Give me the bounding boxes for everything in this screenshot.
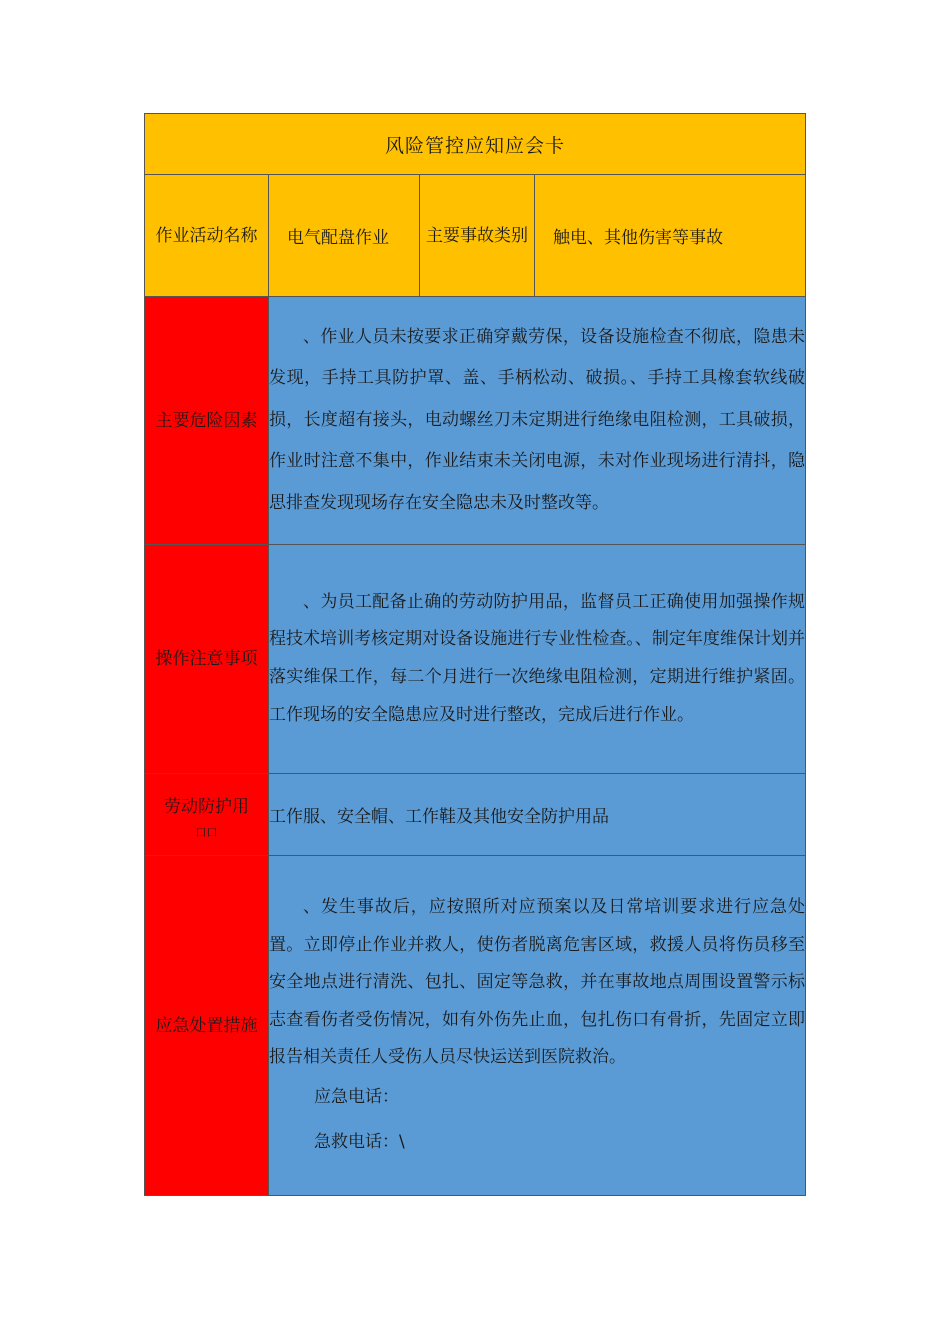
emergency-label: 应急处置措施 — [145, 856, 269, 1196]
rescue-phone: 急救电话：\ — [314, 1132, 405, 1153]
risk-control-card — [144, 113, 806, 1196]
ppe-text: 工作服、安全帽、工作鞋及其他安全防护用品 — [269, 774, 806, 856]
activity-value: 电气配盘作业 — [269, 175, 420, 297]
accident-label: 主要事故类别 — [420, 175, 535, 297]
hazard-text: 、作业人员未按要求正确穿戴劳保，设备设施检查不彻底，隐患未发现，手持工具防护罩、盖、手柄松动、破损。、手持工具橡套软线破损，长度超有接头，电动螺丝刀未定期进行绝缘电阻检测，工具破损，作业时注意不集中，作业结束未关闭电源，未对作业现场进行清抖，隐思排查发现现场存在安全隐忠未及时整改等。 — [269, 297, 806, 545]
ppe-label-main: 劳动防护用 — [164, 796, 249, 817]
ops-text: 、为员工配备止确的劳动防护用品，监督员工正确使用加强操作规程技术培训考核定期对设备设施进行专业性检查。、制定年度维保计划并落实维保工作，每二个月进行一次绝缘电阻检测，定期进行维护紧固。工作现场的安全隐患应及时进行整改，完成后进行作业。 — [269, 545, 806, 774]
activity-label: 作业活动名称 — [145, 175, 269, 297]
emergency-cell — [269, 856, 806, 1196]
emergency-phone: 应急电话： — [314, 1086, 399, 1107]
ppe-label — [145, 774, 269, 856]
ppe-label-tail: 口口 — [195, 825, 218, 839]
accident-value: 触电、其他伤害等事故 — [535, 175, 806, 297]
ops-label: 操作注意事项 — [145, 545, 269, 774]
emergency-text: 、发生事故后，应按照所对应预案以及日常培训要求进行应急处置。立即停止作业并救人，使伤者脱离危害区域，救援人员将伤员移至安全地点进行清洗、包扎、固定等急救，并在事故地点周围设置警示标志查看伤者受伤情况，如有外伤先止血，包扎伤口有骨折，先固定立即报告相关责任人受伤人员尽快运送到医院救治。 — [269, 897, 806, 1068]
card-title: 风险管控应知应会卡 — [145, 114, 806, 175]
hazard-label: 主要危险因素 — [145, 297, 269, 545]
